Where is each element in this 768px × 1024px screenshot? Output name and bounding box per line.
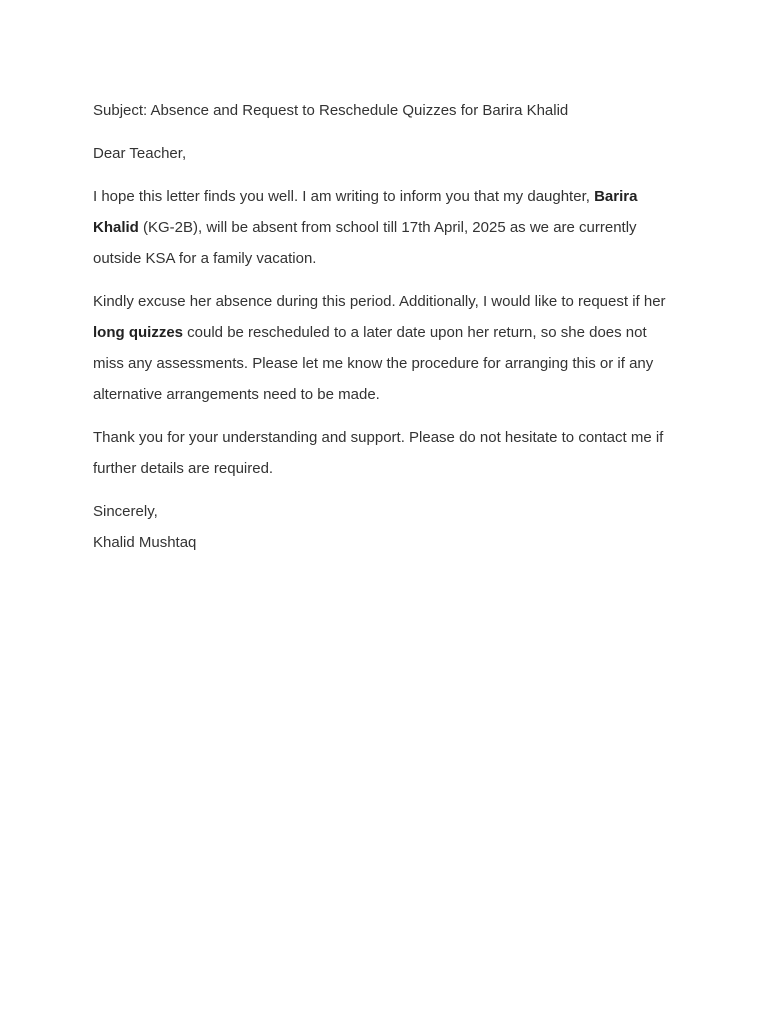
quiz-emphasis: long quizzes (93, 324, 183, 341)
letter-paragraph-1 (93, 181, 678, 274)
closing-block (93, 496, 678, 558)
paragraph-text: (KG-2B), will be absent from school till 17th April, 2025 as we are currently outside KSA for a family vacation. (93, 219, 637, 267)
letter-signature: Khalid Mushtaq (93, 534, 197, 551)
letter-closing: Sincerely, (93, 503, 158, 520)
letter-body (93, 95, 678, 558)
letter-paragraph-3: Thank you for your understanding and support. Please do not hesitate to contact me if further details are required. (93, 429, 664, 477)
letter-paragraph-2 (93, 286, 678, 410)
student-name: Barira Khalid (93, 188, 638, 236)
paragraph-text: Kindly excuse her absence during this period. Additionally, I would like to request if her (93, 293, 666, 310)
letter-subject: Subject: Absence and Request to Reschedule Quizzes for Barira Khalid (93, 102, 569, 119)
paragraph-text: could be rescheduled to a later date upon her return, so she does not miss any assessments. Please let me know the procedure for arranging this or if any alternative arrangements need to be made. (93, 324, 654, 403)
letter-salutation: Dear Teacher, (93, 145, 187, 162)
paragraph-text: I hope this letter finds you well. I am writing to inform you that my daughter, (93, 188, 595, 205)
